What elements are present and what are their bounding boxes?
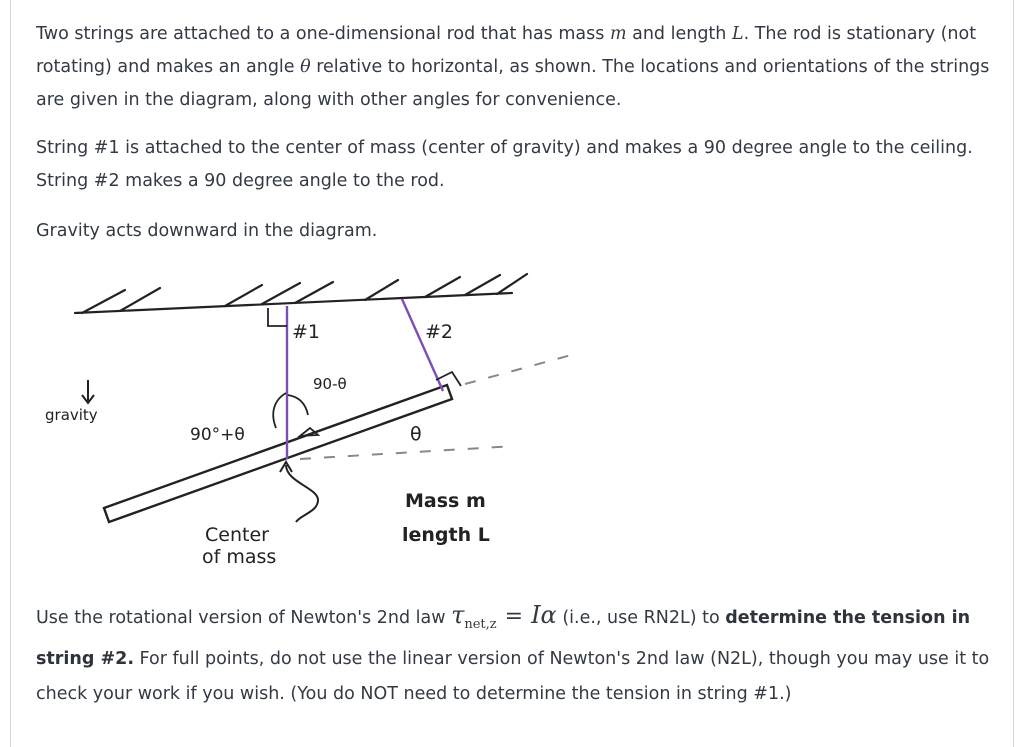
center-of-mass-arrow-icon bbox=[280, 462, 318, 522]
question-text-1: Use the rotational version of Newton's 2nd law bbox=[36, 608, 452, 628]
dashed-guides bbox=[300, 354, 575, 459]
string-2-label: #2 bbox=[425, 321, 454, 343]
angle-left-label: 90°+θ bbox=[190, 425, 245, 445]
string-info-paragraph: String #1 is attached to the center of mass (center of gravity) and makes a 90 degree angle to the ceiling. String #2 makes a 90 degree angle to the rod. bbox=[36, 138, 973, 191]
theta-symbol: θ bbox=[300, 57, 311, 77]
length-symbol: L bbox=[731, 24, 744, 44]
ceiling-line bbox=[75, 293, 512, 313]
mass-label: Mass m bbox=[405, 490, 486, 512]
question-paragraph bbox=[36, 598, 996, 712]
intro-text-1: Two strings are attached to a one-dimensional rod that has mass bbox=[36, 24, 610, 44]
question-bold-instruction: determine the tension in string #2. bbox=[36, 608, 971, 669]
length-label: length L bbox=[402, 524, 490, 546]
tau-subscript: net,z bbox=[464, 617, 497, 632]
center-of-mass-label-line1: Center bbox=[205, 524, 269, 546]
gravity-arrow-icon bbox=[82, 380, 94, 403]
angle-arc-right bbox=[288, 395, 308, 415]
theta-angle-mark bbox=[300, 428, 318, 436]
theta-angle-label: θ bbox=[410, 423, 422, 445]
right-angle-marks bbox=[268, 308, 461, 386]
string-1-label: #1 bbox=[292, 321, 321, 343]
intro-text-3: . The rod is stationary (not rotating) and makes an angle bbox=[36, 24, 977, 77]
ceiling bbox=[75, 274, 527, 313]
i-alpha-symbol: Iα bbox=[531, 601, 557, 629]
right-angle-ceiling bbox=[268, 308, 287, 326]
mass-symbol: m bbox=[609, 24, 627, 44]
angle-arcs bbox=[273, 393, 318, 436]
question-text-2: (i.e., use RN2L) to bbox=[556, 608, 726, 628]
intro-text-2: and length bbox=[626, 24, 732, 44]
gravity-paragraph: Gravity acts downward in the diagram. bbox=[36, 221, 378, 241]
question-text-3: For full points, do not use the linear version of Newton's 2nd law (N2L), though you may use it to check your work if you wish. (You do NOT need to determine the tension in string #1.) bbox=[36, 649, 990, 704]
rod-extension-line bbox=[465, 354, 575, 384]
horizontal-reference-line bbox=[300, 446, 515, 459]
angle-right-label: 90-θ bbox=[313, 375, 347, 393]
string-2 bbox=[402, 299, 443, 391]
angle-arc-left bbox=[273, 393, 286, 428]
center-of-mass-label-line2: of mass bbox=[202, 546, 277, 568]
ceiling-hatching bbox=[82, 274, 527, 313]
intro-text-4: relative to horizontal, as shown. The locations and orientations of the strings are given in the diagram, along with other angles for convenience. bbox=[36, 57, 990, 110]
tau-symbol: τ bbox=[451, 601, 465, 629]
gravity-label: gravity bbox=[45, 406, 98, 424]
equals-sign: = bbox=[504, 604, 524, 629]
